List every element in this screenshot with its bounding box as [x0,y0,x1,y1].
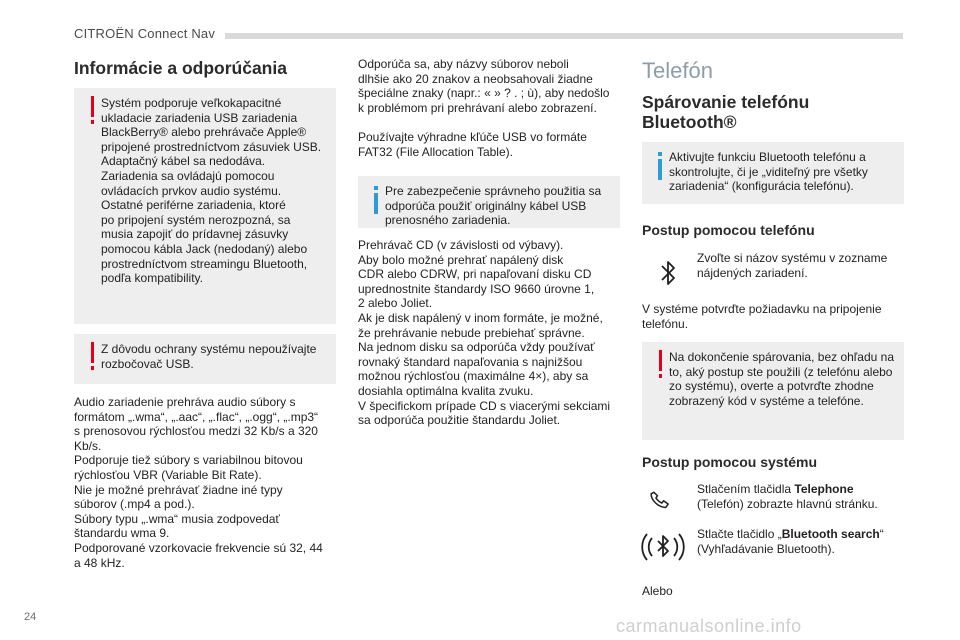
info-box-bluetooth [642,142,904,204]
section-title-phone: Telefón [642,58,713,83]
warning-text-hub: Z dôvodu ochrany systému nepoužívajte rozbočovač USB. [101,342,317,371]
alebo-text: Alebo [642,584,673,598]
warning-box-hub [74,334,336,384]
heading-recommendations: Informácie a odporúčania [74,58,287,78]
heading-phone-procedure: Postup pomocou telefónu [642,222,815,238]
warning-text-pairing: Na dokončenie spárovania, bez ohľadu na to, aký postup ste použili (z telefónu alebo zo systému), overte a potvrďte zhodne zobrazený kód v systéme a telefóne. [669,350,894,408]
bluetooth-icon [654,256,682,290]
heading-bluetooth-pairing: Spárovanie telefónu Bluetooth® [642,92,810,132]
info-text-bluetooth: Aktivujte funkciu Bluetooth telefónu a skontrolujte, či je „viditeľný pre všetky zariadenia“ (konfigurácia telefónu). [669,150,868,194]
info-box-cable [358,176,620,228]
bluetooth-search-text: Stlačte tlačidlo „Bluetooth search“ (Vyhľadávanie Bluetooth). [697,527,884,556]
select-system-text: Zvoľte si názov systému v zozname nájdených zariadení. [697,251,888,280]
info-icon [373,186,379,216]
fat32-paragraph: Používajte výhradne kľúče USB vo formáte FAT32 (File Allocation Table). [358,130,587,159]
warning-icon [657,350,663,380]
warning-icon [89,342,95,372]
confirm-request-text: V systéme potvrďte požiadavku na pripojenie telefónu. [642,302,882,331]
info-icon [657,152,663,182]
warning-icon [89,96,95,126]
info-text-cable: Pre zabezpečenie správneho použitia sa odporúča použiť originálny kábel USB prenosného zariadenia. [385,184,602,228]
cd-player-paragraph: Prehrávač CD (v závislosti od výbavy). Aby bolo možné prehrať napálený disk CDR alebo CDRW, pri napaľovaní disku CD uprednostnite štandardy ISO 9660 úrovne 1, 2 alebo Joliet. Ak je disk napálený v inom formáte, je možné, že prehrávanie nebude prebiehať správne. Na jednom disku sa odporúča vždy používať rovnaký štandard napaľovania s najnižšou možnou rýchlosťou (maximálne 4×), aby sa dosiahla optimálna kvalita zvuku. V špecifickom prípade CD s viacerými sekciami sa odporúča použitie štandardu Joliet. [358,238,611,428]
heading-system-procedure: Postup pomocou systému [642,454,818,470]
bluetooth-search-icon [640,524,686,570]
warning-box-usb [74,88,336,324]
warning-box-pairing [642,342,904,440]
telephone-button-text: Stlačením tlačidla Telephone (Telefón) zobrazte hlavnú stránku. [697,482,878,511]
watermark: carmanualsonline.info [616,616,802,636]
page-number: 24 [24,611,37,623]
running-header: CITROËN Connect Nav [74,26,216,41]
warning-text-usb: Systém podporuje veľkokapacitné ukladacie zariadenia USB zariadenia BlackBerry® alebo prehrávače Apple® pripojené prostredníctvom zásuviek USB. Adaptačný kábel sa nedodáva. Zariadenia sa ovládajú pomocou ovládacích prvkov audio systému. Ostatné periférne zariadenia, ktoré po pripojení systém nerozpozná, sa musia zapojiť do prídavnej zásuvky pomocou kábla Jack (nedodaný) alebo prostredníctvom streamingu Bluetooth, podľa kompatibility. [101,96,322,286]
phone-handset-icon [644,480,680,516]
header-rule [225,33,903,39]
filenames-paragraph: Odporúča sa, aby názvy súborov neboli dlhšie ako 20 znakov a neobsahovali žiadne špeciálne znaky (napr.: « » ? . ; ù), aby nedošlo k problémom pri prehrávaní alebo zobrazení. [358,57,610,115]
audio-formats-paragraph: Audio zariadenie prehráva audio súbory s formátom „.wma“, „.aac“, „.flac“, „.ogg“, „.mp3“ s prenosovou rýchlosťou medzi 32 Kb/s a 320 Kb/s. Podporuje tiež súbory s variabilnou bitovou rýchlosťou VBR (Variable Bit Rate). Nie je možné prehrávať žiadne iné typy súborov (.mp4 a pod.). Súbory typu „.wma“ musia zodpovedať štandardu wma 9. Podporované vzorkovacie frekvencie sú 32, 44 a 48 kHz. [74,395,323,570]
